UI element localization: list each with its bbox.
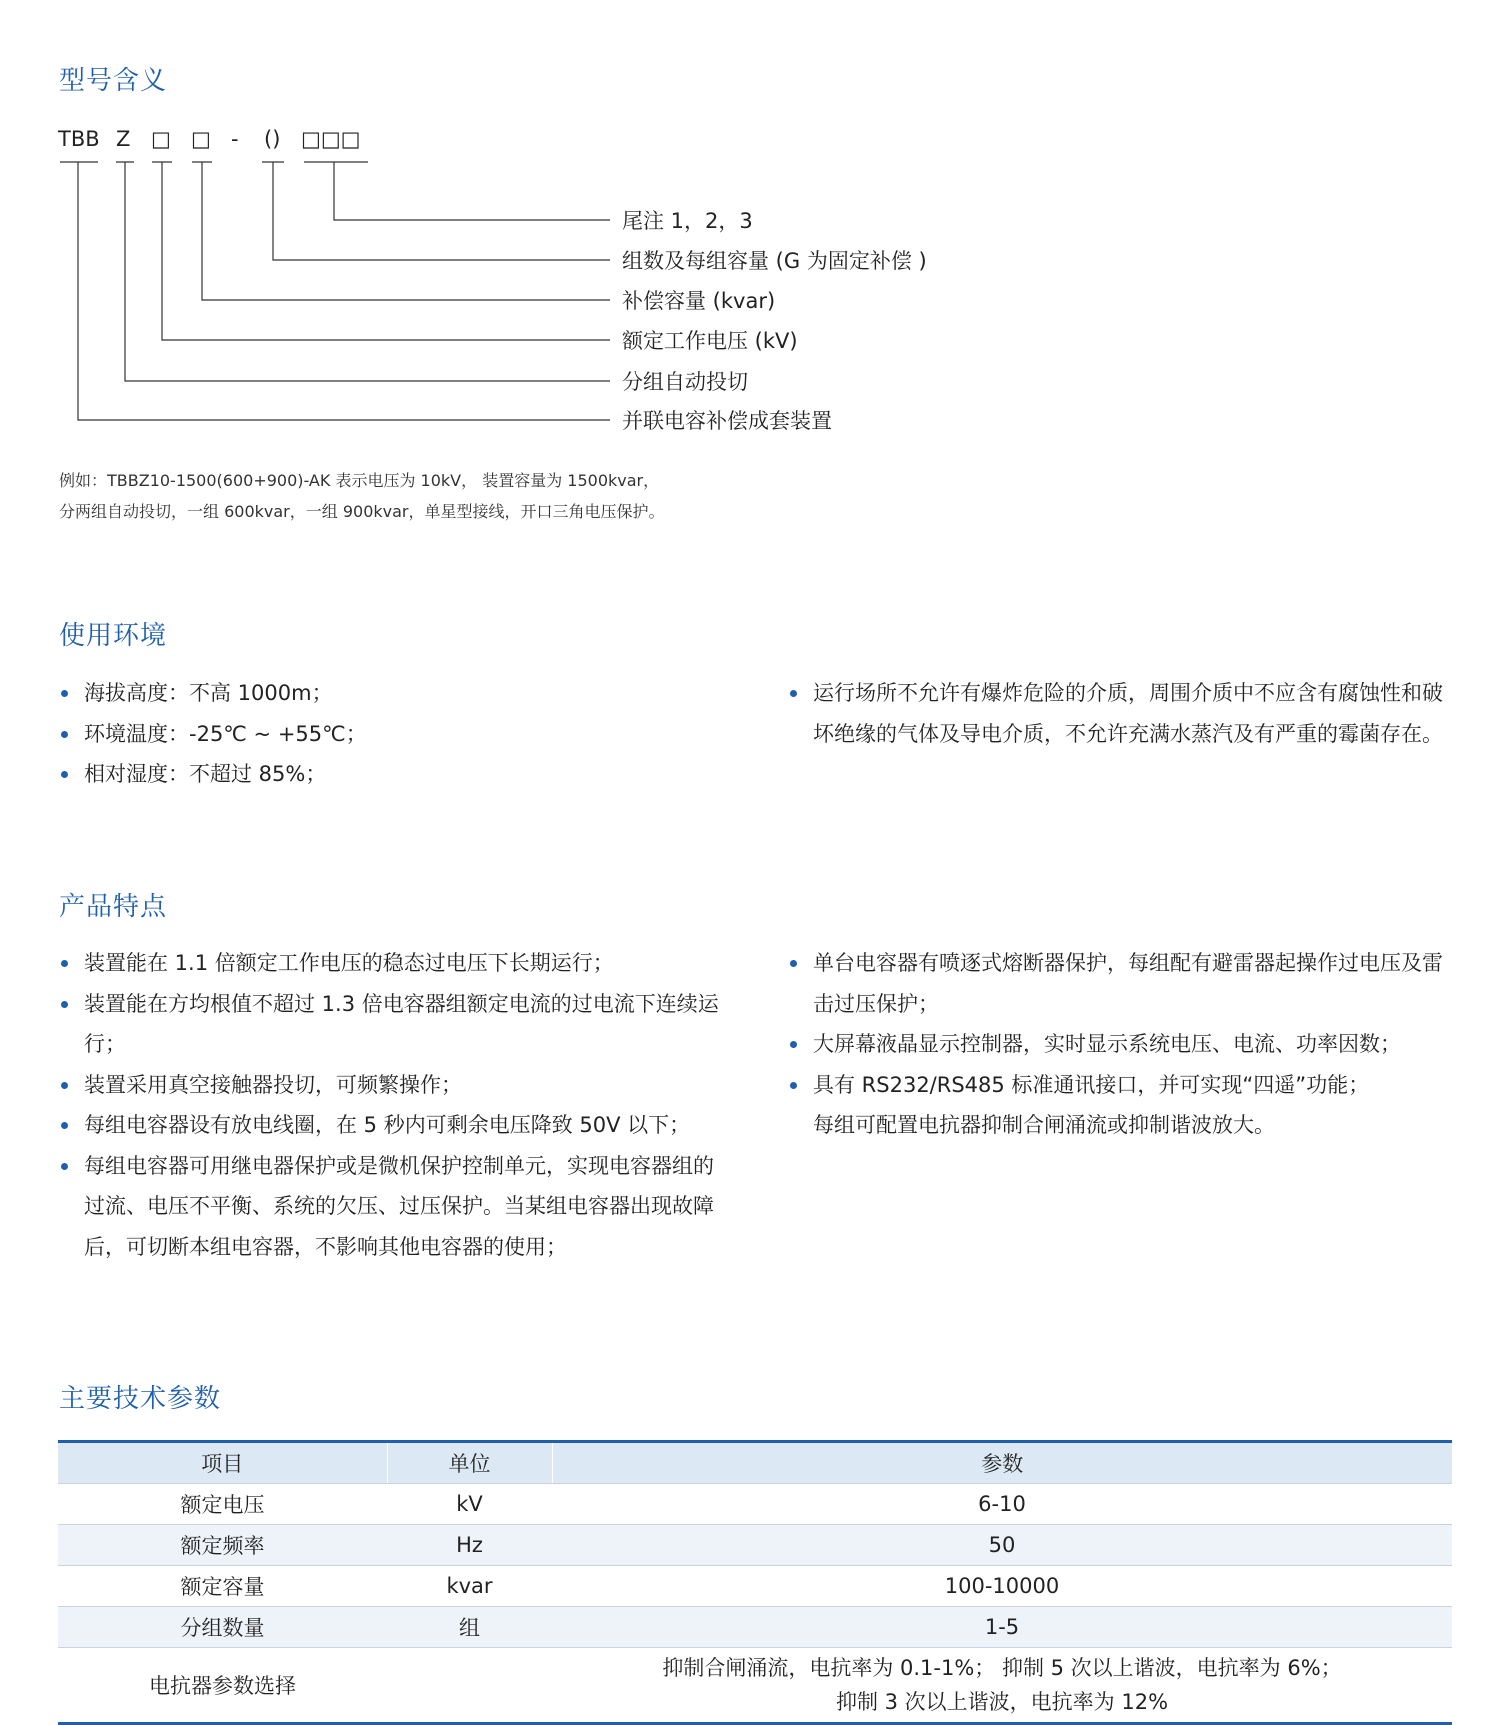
- cell-unit: kV: [387, 1484, 552, 1525]
- cell-value: 6-10: [552, 1484, 1452, 1525]
- table-row: [58, 1525, 1452, 1566]
- list-item: 装置采用真空接触器投切，可频繁操作；: [59, 1065, 731, 1106]
- example-line-1: 例如：TBBZ10-1500(600+900)-AK 表示电压为 10kV， 装置容量为 1500kvar，: [59, 471, 660, 490]
- example-note: [59, 465, 665, 527]
- bullet-icon: [790, 690, 797, 697]
- section-title-features: 产品特点: [59, 892, 168, 922]
- list-item: 每组电容器可用继电器保护或是微机保护控制单元，实现电容器组的过流、电压不平衡、系统的欠压、过压保护。当某组电容器出现故障后，可切断本组电容器，不影响其他电容器的使用；: [59, 1146, 731, 1268]
- cell-unit: [387, 1648, 552, 1724]
- list-item: 环境温度：-25℃ ~ +55℃；: [59, 714, 749, 755]
- tech-params-table: [58, 1440, 1452, 1725]
- model-code-diagram: [0, 0, 1000, 440]
- code-token-z: Z: [116, 127, 131, 151]
- bullet-icon: [61, 1163, 68, 1170]
- example-line-2: 分两组自动投切，一组 600kvar，一组 900kvar，单星型接线，开口三角电压保护。: [59, 502, 665, 521]
- bullet-icon: [790, 1082, 797, 1089]
- list-item: 大屏幕液晶显示控制器，实时显示系统电压、电流、功率因数；: [788, 1024, 1460, 1065]
- code-label-auto-switch: 分组自动投切: [622, 370, 748, 394]
- section-title-model-meaning: 型号含义: [59, 66, 168, 96]
- table-row: [58, 1648, 1452, 1724]
- list-item: 运行场所不允许有爆炸危险的介质，周围介质中不应含有腐蚀性和破坏绝缘的气体及导电介质，不允许充满水蒸汽及有严重的霉菌存在。: [788, 673, 1460, 754]
- cell-value-line-1: 抑制合闸涌流，电抗率为 0.1-1%； 抑制 5 次以上谐波，电抗率为 6%；: [662, 1656, 1342, 1680]
- leader-line-suffix: [334, 162, 610, 220]
- code-token-paren: (): [264, 127, 281, 151]
- code-label-groups: 组数及每组容量 (G 为固定补偿 ): [622, 249, 927, 273]
- code-label-capacity: 补偿容量 (kvar): [622, 289, 776, 313]
- bullet-icon: [61, 1122, 68, 1129]
- cell-item: 分组数量: [58, 1607, 387, 1648]
- bullet-icon: [61, 1082, 68, 1089]
- leader-line-groups: [273, 162, 610, 260]
- list-item: 装置能在 1.1 倍额定工作电压的稳态过电压下长期运行；: [59, 943, 731, 984]
- cell-unit: 组: [387, 1607, 552, 1648]
- cell-item: 电抗器参数选择: [149, 1674, 296, 1698]
- column-header-unit: 单位: [387, 1442, 552, 1484]
- code-token-box1: □: [151, 127, 171, 151]
- bullet-icon: [61, 771, 68, 778]
- code-label-device: 并联电容补偿成套装置: [622, 409, 832, 433]
- code-label-voltage: 额定工作电压 (kV): [622, 329, 798, 353]
- list-item: 海拔高度：不高 1000m；: [59, 673, 749, 714]
- cell-value: 100-10000: [552, 1566, 1452, 1607]
- features-list-right: [788, 943, 1460, 1146]
- features-list-left: [59, 943, 731, 1267]
- code-token-box2: □: [191, 127, 211, 151]
- column-header-value: 参数: [552, 1442, 1452, 1484]
- table-row: [58, 1484, 1452, 1525]
- cell-value: 50: [552, 1525, 1452, 1566]
- environment-list-left: [59, 673, 749, 795]
- table-row: [58, 1607, 1452, 1648]
- list-item: 每组电容器设有放电线圈，在 5 秒内可剩余电压降致 50V 以下；: [59, 1105, 731, 1146]
- list-item: 相对湿度：不超过 85%；: [59, 754, 749, 795]
- environment-list-right: [788, 673, 1460, 754]
- cell-item: 额定电压: [58, 1484, 387, 1525]
- leader-line-auto-switch: [125, 162, 610, 381]
- cell-value-line-2: 抑制 3 次以上谐波，电抗率为 12%: [835, 1690, 1169, 1714]
- cell-value: [552, 1648, 1452, 1724]
- bullet-icon: [61, 960, 68, 967]
- code-token-dash: -: [231, 127, 239, 151]
- section-title-environment: 使用环境: [59, 621, 168, 651]
- cell-unit: kvar: [387, 1566, 552, 1607]
- column-header-item: 项目: [58, 1442, 387, 1484]
- table-header-row: [58, 1442, 1452, 1484]
- leader-line-capacity: [202, 162, 610, 300]
- bullet-icon: [790, 960, 797, 967]
- list-item: 装置能在方均根值不超过 1.3 倍电容器组额定电流的过电流下连续运行；: [59, 984, 731, 1065]
- table-row: [58, 1566, 1452, 1607]
- leader-line-voltage: [162, 162, 610, 340]
- code-label-suffix: 尾注 1，2，3: [622, 209, 753, 233]
- code-token-suffix: □□□: [301, 127, 361, 151]
- bullet-icon: [61, 731, 68, 738]
- cell-unit: Hz: [387, 1525, 552, 1566]
- section-title-tech-params: 主要技术参数: [59, 1384, 222, 1414]
- cell-value: 1-5: [552, 1607, 1452, 1648]
- bullet-icon: [61, 1001, 68, 1008]
- list-item: 具有 RS232/RS485 标准通讯接口，并可实现“四遥”功能；: [788, 1065, 1460, 1106]
- bullet-icon: [61, 690, 68, 697]
- list-item: 每组可配置电抗器抑制合闸涌流或抑制谐波放大。: [813, 1113, 1275, 1137]
- cell-item: 额定频率: [58, 1525, 387, 1566]
- bullet-icon: [790, 1041, 797, 1048]
- code-token-tbb: TBB: [58, 127, 100, 151]
- cell-item: 额定容量: [58, 1566, 387, 1607]
- list-item: 单台电容器有喷逐式熔断器保护，每组配有避雷器起操作过电压及雷击过压保护；: [788, 943, 1460, 1024]
